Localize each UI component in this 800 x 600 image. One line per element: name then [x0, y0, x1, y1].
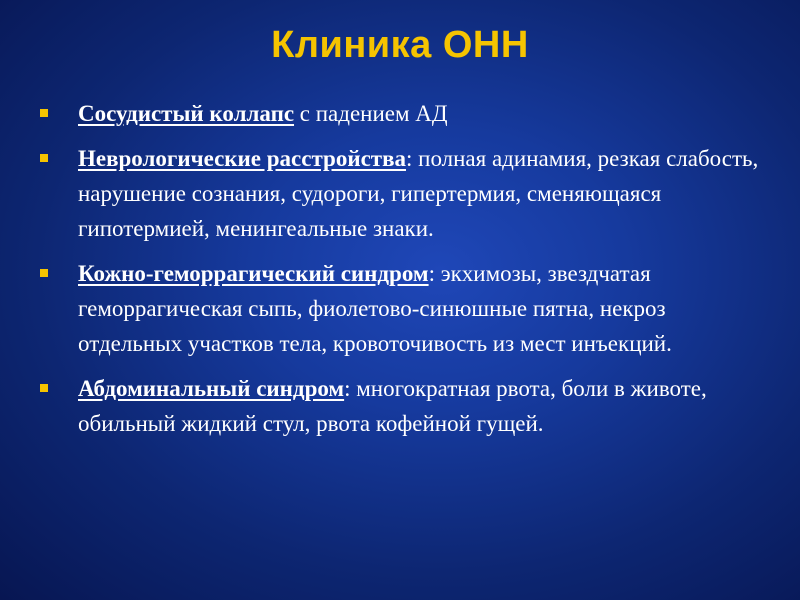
- bullet-item-vascular-collapse: [40, 96, 770, 131]
- bullet-text: : экхимозы, звездчатая геморрагическая сыпь, фиолетово-синюшные пятна, некроз отдельных участков тела, кровоточивость из мест инъекций.: [78, 261, 672, 356]
- square-bullet-icon: [40, 269, 48, 277]
- bullet-text: : полная адинамия, резкая слабость, нарушение сознания, судороги, гипертермия, сменяющаяся гипотермией, менингеальные знаки.: [78, 146, 759, 241]
- bullet-item-neurological-disorders: [40, 141, 770, 246]
- square-bullet-icon: [40, 109, 48, 117]
- bullet-term: Неврологические расстройства: [78, 146, 406, 171]
- bullet-list: [40, 96, 770, 451]
- slide-title: Клиника ОНН: [271, 24, 529, 66]
- square-bullet-icon: [40, 384, 48, 392]
- bullet-text: с падением АД: [294, 101, 448, 126]
- bullet-term: Кожно-геморрагический синдром: [78, 261, 429, 286]
- bullet-text: : многократная рвота, боли в животе, обильный жидкий стул, рвота кофейной гущей.: [78, 376, 707, 436]
- bullet-term: Абдоминальный синдром: [78, 376, 345, 401]
- bullet-item-hemorrhagic-syndrome: [40, 256, 770, 361]
- bullet-item-abdominal-syndrome: [40, 371, 770, 441]
- bullet-term: Сосудистый коллапс: [78, 101, 295, 126]
- square-bullet-icon: [40, 154, 48, 162]
